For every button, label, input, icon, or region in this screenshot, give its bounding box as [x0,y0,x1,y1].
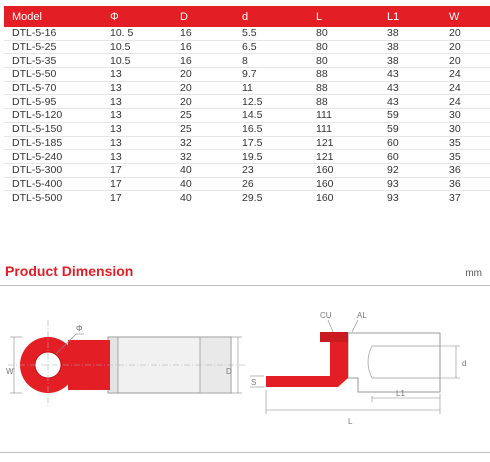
table-cell: 17.5 [242,136,316,150]
table-row [4,27,490,40]
table-cell: 43 [387,95,449,109]
table-cell: DTL-5-240 [4,150,110,164]
table-cell: 40 [180,177,242,191]
label-phi: Φ [76,324,83,333]
table-cell: DTL-5-150 [4,122,110,136]
table-header-row [4,6,490,27]
label-w: W [6,367,14,376]
table-cell: 16 [180,40,242,54]
table-cell: 20 [180,68,242,82]
table-cell: DTL-5-25 [4,40,110,54]
table-cell: 93 [387,177,449,191]
table-cell: 30 [449,122,490,136]
table-cell: 10.5 [110,54,180,68]
barrel-end [200,337,231,393]
table-cell: 35 [449,150,490,164]
label-d-outer: D [226,367,232,376]
table-row [4,109,490,123]
table-cell: 10.5 [110,40,180,54]
table-cell: 13 [110,122,180,136]
table-cell: DTL-5-50 [4,68,110,82]
product-dimension-drawing [0,290,490,450]
table-cell: 38 [387,27,449,40]
cu-leader [328,320,333,332]
table-cell: 88 [316,68,387,82]
section-title: Product Dimension [5,263,134,279]
label-s: S [251,378,257,387]
table-cell: 60 [387,136,449,150]
table-cell: 25 [180,109,242,123]
table-cell: 121 [316,136,387,150]
header-l: L [316,6,387,27]
table-cell: DTL-5-500 [12,191,63,204]
table-cell: 13 [110,95,180,109]
side-view [250,311,466,426]
table-cell: 16.5 [242,122,316,136]
table-cell: 35 [449,136,490,150]
table-cell: 32 [180,136,242,150]
table-cell: 10. 5 [110,27,180,40]
table-cell: DTL-5-35 [4,54,110,68]
table-cell: 24 [449,68,490,82]
table-row [4,177,490,191]
table-cell: 29.5 [242,191,263,204]
header-w: W [449,6,490,27]
table-cell: 32 [180,150,242,164]
al-leader [352,320,358,332]
table-cell: 20 [180,95,242,109]
table-row [4,95,490,109]
table-cell: 24 [449,95,490,109]
label-al: AL [357,311,367,320]
table-cell: 80 [316,54,387,68]
table-cell: 26 [242,177,316,191]
front-view [6,320,245,408]
table-cell: 36 [449,163,490,177]
header-d-outer: D [180,6,242,27]
divider [0,285,490,286]
unit-label: mm [465,268,482,279]
table-cell: 80 [316,27,387,40]
table-cell: DTL-5-400 [4,177,110,191]
table-cell: 40 [180,191,192,204]
table-cell: 59 [387,109,449,123]
table-cell: 88 [316,81,387,95]
table-cell: DTL-5-185 [4,136,110,150]
table-cell: 80 [316,40,387,54]
table-row [4,122,490,136]
table-cell: 59 [387,122,449,136]
cu-top [320,332,348,342]
table-row [4,68,490,82]
table-row [4,136,490,150]
header-d-inner: d [242,6,316,27]
table-cell: DTL-5-300 [4,163,110,177]
table-cell: 43 [387,68,449,82]
table-cell: 6.5 [242,40,316,54]
table-row [4,150,490,164]
table-cell: 17 [110,163,180,177]
table-cell: 60 [387,150,449,164]
table-cell: DTL-5-120 [4,109,110,123]
table-cell: 93 [387,191,399,204]
table-cell: 12.5 [242,95,316,109]
table-cell: 111 [316,109,387,123]
table-cell: 92 [387,163,449,177]
table-cell: DTL-5-70 [4,81,110,95]
table-cell: 23 [242,163,316,177]
header-l1: L1 [387,6,449,27]
table-cell: 121 [316,150,387,164]
table-cell: 160 [316,191,334,204]
table-cell: 24 [449,81,490,95]
label-cu: CU [320,311,332,320]
table-row [4,163,490,177]
table-row [4,81,490,95]
table-cell: 13 [110,68,180,82]
table-cell: 13 [110,150,180,164]
table-cell: 9.7 [242,68,316,82]
table-cell: 16 [180,27,242,40]
header-model: Model [4,6,110,27]
table-cell: 17 [110,191,122,204]
table-cell: 30 [449,109,490,123]
table-cell: 17 [110,177,180,191]
label-l1: L1 [396,389,405,398]
divider [0,452,490,453]
label-l: L [348,417,353,426]
table-cell: 16 [180,54,242,68]
table-cell: 38 [387,54,449,68]
table-cell: 8 [242,54,316,68]
table-cell: 20 [449,27,490,40]
table-cell: 13 [110,81,180,95]
table-cell: 5.5 [242,27,316,40]
table-row [4,54,490,68]
table-cell: 40 [180,163,242,177]
table-cell: 38 [387,40,449,54]
table-cell: 36 [449,177,490,191]
label-d-inner: d [462,359,467,368]
table-cell: 14.5 [242,109,316,123]
table-cell: 43 [387,81,449,95]
header-phi: Φ [110,6,180,27]
table-cell: 20 [180,81,242,95]
table-row [4,40,490,54]
table-cell: 25 [180,122,242,136]
table-cell: DTL-5-16 [4,27,110,40]
table-cell: 11 [242,81,316,95]
table-row [4,191,490,204]
table-cell: 13 [110,109,180,123]
table-cell: 111 [316,122,387,136]
table-cell: 20 [449,54,490,68]
al-barrel [348,333,440,392]
table-cell: 160 [316,177,387,191]
table-cell: 160 [316,163,387,177]
table-cell: 19.5 [242,150,316,164]
table-cell: 88 [316,95,387,109]
spec-table [4,6,490,204]
table-cell: 20 [449,40,490,54]
table-cell: 37 [449,191,461,204]
table-cell: DTL-5-95 [4,95,110,109]
table-body [4,27,490,204]
table-cell: 13 [110,136,180,150]
